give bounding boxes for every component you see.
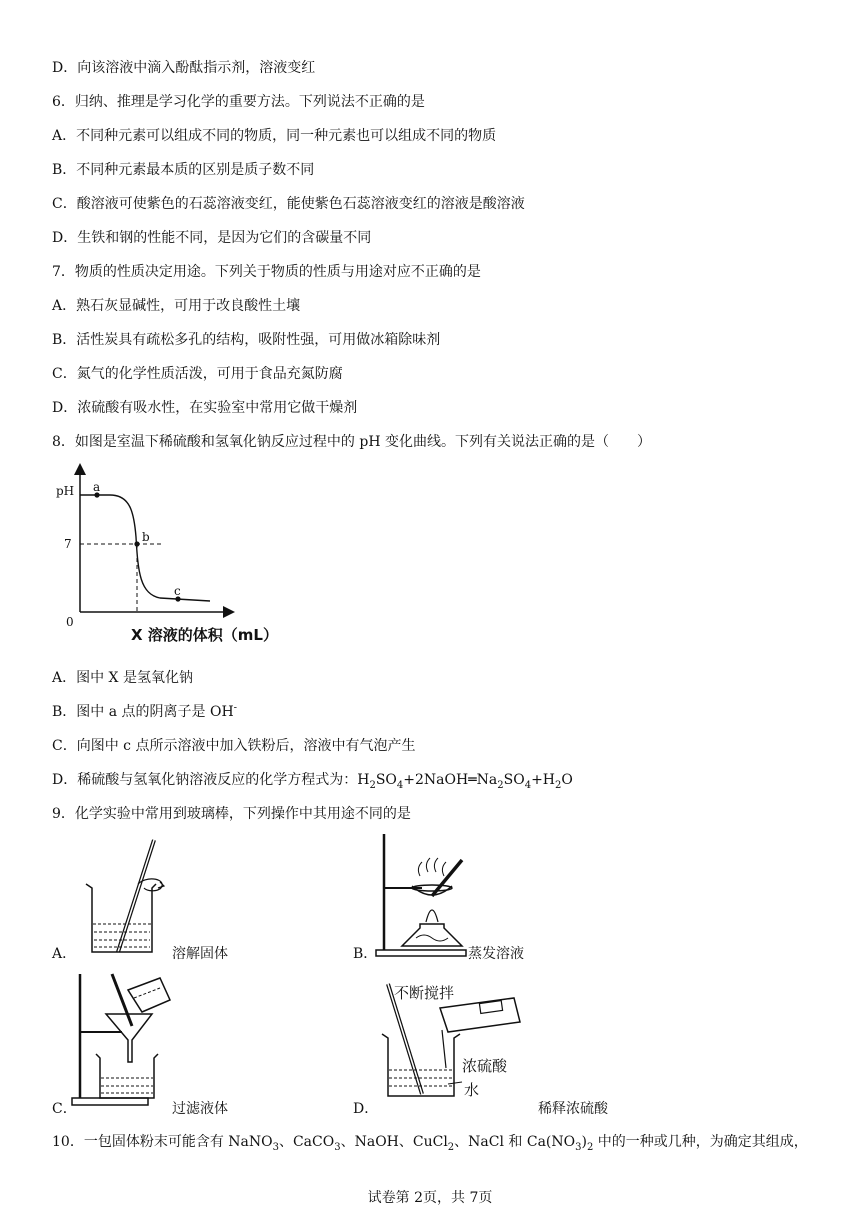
ph-curve-graph (50, 462, 310, 652)
q6-option-b: B．不同种元素最本质的区别是质子数不同 (52, 162, 315, 178)
q9-label-stir: 不断搅拌 (394, 984, 455, 1002)
q9-option-d-text: 稀释浓硫酸 (538, 1101, 608, 1117)
graph-y-label: pH (56, 484, 75, 498)
graph-point-c-label: c (174, 584, 181, 598)
q7-option-c: C．氮气的化学性质活泼，可用于食品充氮防腐 (52, 366, 343, 382)
pouring-beaker (128, 978, 170, 1012)
q5-option-d: D．向该溶液中滴入酚酞指示剂，溶液变红 (52, 60, 316, 76)
q9-label-water: 水 (464, 1081, 480, 1099)
q6-option-a: A．不同种元素可以组成不同的物质，同一种元素也可以组成不同的物质 (52, 128, 497, 144)
question-8: 8．如图是室温下稀硫酸和氢氧化钠反应过程中的 pH 变化曲线。下列有关说法正确的是（ ） (52, 434, 651, 450)
q7-option-b: B．活性炭具有疏松多孔的结构，吸附性强，可用做冰箱除味剂 (52, 332, 441, 348)
glass-rod (112, 974, 132, 1026)
question-9: 9．化学实验中常用到玻璃棒，下列操作中其用途不同的是 (52, 806, 411, 822)
q6-option-c: C．酸溶液可使紫色的石蕊溶液变红，能使紫色石蕊溶液变红的溶液是酸溶液 (52, 196, 525, 212)
q8-option-c: C．向图中 c 点所示溶液中加入铁粉后，溶液中有气泡产生 (52, 738, 416, 754)
question-6: 6．归纳、推理是学习化学的重要方法。下列说法不正确的是 (52, 94, 425, 110)
q9-option-c-letter: C． (52, 1101, 77, 1117)
flame (426, 910, 438, 922)
dissolving-beaker-diagram (78, 836, 178, 960)
q9-option-c-text: 过滤液体 (172, 1101, 228, 1117)
ph-curve (80, 495, 210, 601)
q9-option-a-letter: A． (52, 946, 77, 962)
page-footer: 试卷第 2页，共 7页 (367, 1190, 493, 1206)
water-pointer (448, 1082, 462, 1084)
graph-point-a-label: a (93, 480, 101, 494)
graph-origin: 0 (66, 615, 74, 629)
graph-y-tick-7: 7 (64, 537, 72, 551)
evaporation-apparatus-diagram (370, 832, 480, 964)
iron-stand-base (72, 1098, 148, 1105)
graph-x-axis-label: X 溶液的体积（mL） (131, 626, 278, 644)
q9-option-b-text: 蒸发溶液 (468, 946, 524, 962)
q6-option-d: D．生铁和钢的性能不同，是因为它们的含碳量不同 (52, 230, 372, 246)
q9-option-b-letter: B． (353, 946, 378, 962)
q7-option-a: A．熟石灰显碱性，可用于改良酸性土壤 (52, 298, 301, 314)
q9-label-acid: 浓硫酸 (462, 1057, 508, 1075)
alcohol-lamp (402, 924, 462, 946)
steam-lines (418, 858, 446, 876)
q8-option-d: D．稀硫酸与氢氧化钠溶液反应的化学方程式为：$H_2SO_4+2NaOH═Na_2SO_4+H_2O$ (52, 772, 573, 791)
point-b-dot (134, 541, 139, 546)
filtration-apparatus-diagram (68, 970, 178, 1110)
graph-point-b-label: b (142, 530, 150, 544)
chemical-equation: $H_2SO_4+2NaOH═Na_2SO_4+H_2O$ (357, 772, 573, 791)
receiving-beaker (96, 1054, 158, 1098)
question-10: 10．一包固体粉末可能含有 NaNO$_3$、CaCO$_3$、NaOH、CuCl$_2$、NaCl 和 $Ca(NO_3)_2$ 中的一种或几种，为确定其组成， (52, 1134, 808, 1153)
q7-option-d: D．浓硫酸有吸水性，在实验室中常用它做干燥剂 (52, 400, 358, 416)
q9-option-d-letter: D． (353, 1101, 379, 1117)
q8-option-b: B．图中 a 点的阴离子是 OH- (52, 702, 238, 720)
iron-stand-base (376, 950, 466, 956)
q9-option-a-text: 溶解固体 (172, 946, 228, 962)
question-7: 7．物质的性质决定用途。下列关于物质的性质与用途对应不正确的是 (52, 264, 481, 280)
acid-stream (442, 1030, 446, 1068)
q8-option-a: A．图中 X 是氢氧化钠 (52, 670, 193, 686)
